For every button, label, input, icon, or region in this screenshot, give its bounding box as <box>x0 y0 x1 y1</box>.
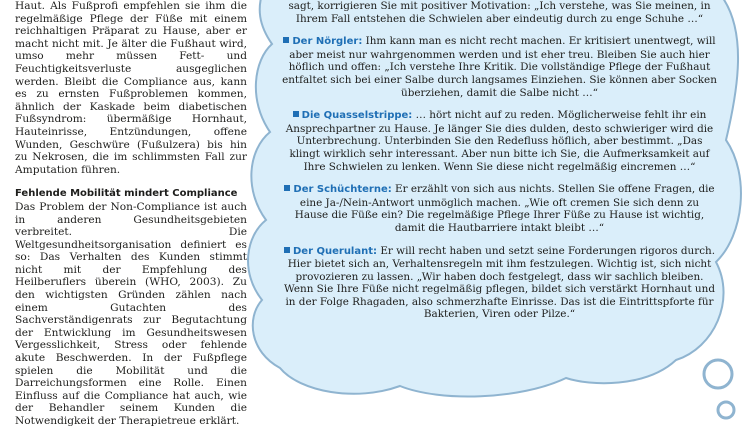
entry-schuechterne <box>282 183 717 234</box>
entry-text: Ihm kann man es nicht recht machen. Er kritisiert unentwegt, will aber meist nur wahrgenommen werden und ist eher treu. Bleiben Sie auch hier höflich und offen: „Ich verstehe Ihre Kritik. Die vollständige Pflege der Fußhaut entfaltet sich bei einer Salbe durch langsames Einziehen. Sie können aber Socken überziehen, damit die Salbe nicht …“ <box>282 35 717 99</box>
entry-text: Er will recht haben und setzt seine Forderungen rigoros durch. Hier bietet sich an, Verhaltensregeln mit ihm festzulegen. Wichtig ist, sich nicht provozieren zu lassen. „Wir haben doch festgelegt, dass wir sachlich bleiben. Wenn Sie Ihre Füße nicht regelmäßig pflegen, bildet sich verstärkt Hornhaut und in der Folge Rhagaden, also schmerzhafte Einrisse. Das ist die Eintrittspforte für Bakterien, Viren oder Pilze.“ <box>284 244 716 321</box>
entry-title: Der Nörgler: <box>292 36 363 48</box>
square-bullet-icon <box>283 37 289 43</box>
square-bullet-icon <box>284 247 290 253</box>
entry-querulant <box>282 245 717 322</box>
thought-bubble-small <box>718 402 734 418</box>
entry-text: … hört nicht auf zu reden. Möglicherweise fehlt ihr ein Ansprechpartner zu Hause. Je länger Sie dies dulden, desto schwieriger wird die Unterbrechung. Unterbinden Sie den Redefluss höflich, aber bestimmt. „Das klingt wirklich sehr interessant. Aber nun bitte ich Sie, die Aufmerksamkeit auf Ihre Schwielen zu lenken. Wenn Sie diese nicht regelmäßig eincremen …“ <box>285 109 714 173</box>
cloud-text <box>282 0 717 360</box>
entry-title: Der Schüchterne: <box>293 184 392 196</box>
section-heading: Fehlende Mobilität mindert Compliance <box>15 188 238 200</box>
entry-text: Er erzählt von sich aus nichts. Stellen Sie offene Fragen, die eine Ja-/Nein-Antwort unmöglich machen. „Wie oft cremen Sie sich denn zu Hause die Füße ein? Die regelmäßige Pflege Ihrer Füße zu Hause ist wichtig, damit die Hautbarriere intakt bleibt …“ <box>294 183 715 234</box>
body-paragraph-2: Das Problem der Non-Compliance ist auch in anderen Gesundheitsgebieten verbreitet. Die Weltgesundheitsorganisation definiert es so: Das Verhalten des Kunden stimmt nicht mit der Empfehlung des Heilberuflers überein (WHO, 2003). Zu den wichtigsten Gründen zählen nach einem Gutachten des Sachverständigenrats zur Begutachtung der Entwicklung im Gesundheitswesen Vergesslichkeit, Stress oder fehlende akute Beschwerden. In der Fußpflege spielen die Mobilität und die Darreichungsformen eine Rolle. Einen Einfluss auf die Compliance hat auch, wie der Behandler seinem Kunden die Notwendigkeit der Therapietreue erklärt. <box>15 200 247 427</box>
thought-bubble-large <box>704 360 732 388</box>
entry-title: Der Querulant: <box>292 245 378 257</box>
cloud-intro: sagt, korrigieren Sie mit positiver Motivation: „Ich verstehe, was Sie meinen, in Ihrem Fall entstehen die Schwielen aber eindeutig durch zu enge Schuhe …“ <box>288 0 711 25</box>
body-paragraph-1: Haut. Als Fußprofi empfehlen sie ihm die regelmäßige Pflege der Füße mit einem reichhaltigen Präparat zu Hause, aber er macht nicht mit. Je älter die Fußhaut wird, umso mehr müssen Fett- und Feuchtigkeitsverluste ausgeglichen werden. Bleibt die Compliance aus, kann es zu ernsten Fußproblemen kommen, ähnlich der Kaskade beim diabetischen Fußsyndrom: übermäßige Hornhaut, Hauteinrisse, Entzündungen, offene Wunden, Geschwüre (Fußulzera) bis hin zu Nekrosen, die im schlimmsten Fall zur Amputation führen. <box>15 0 247 176</box>
entry-title: Die Quasselstrippe: <box>301 110 413 122</box>
square-bullet-icon <box>293 111 299 117</box>
entry-quasselstrippe <box>282 109 717 173</box>
square-bullet-icon <box>284 185 290 191</box>
entry-noergler <box>282 35 717 99</box>
